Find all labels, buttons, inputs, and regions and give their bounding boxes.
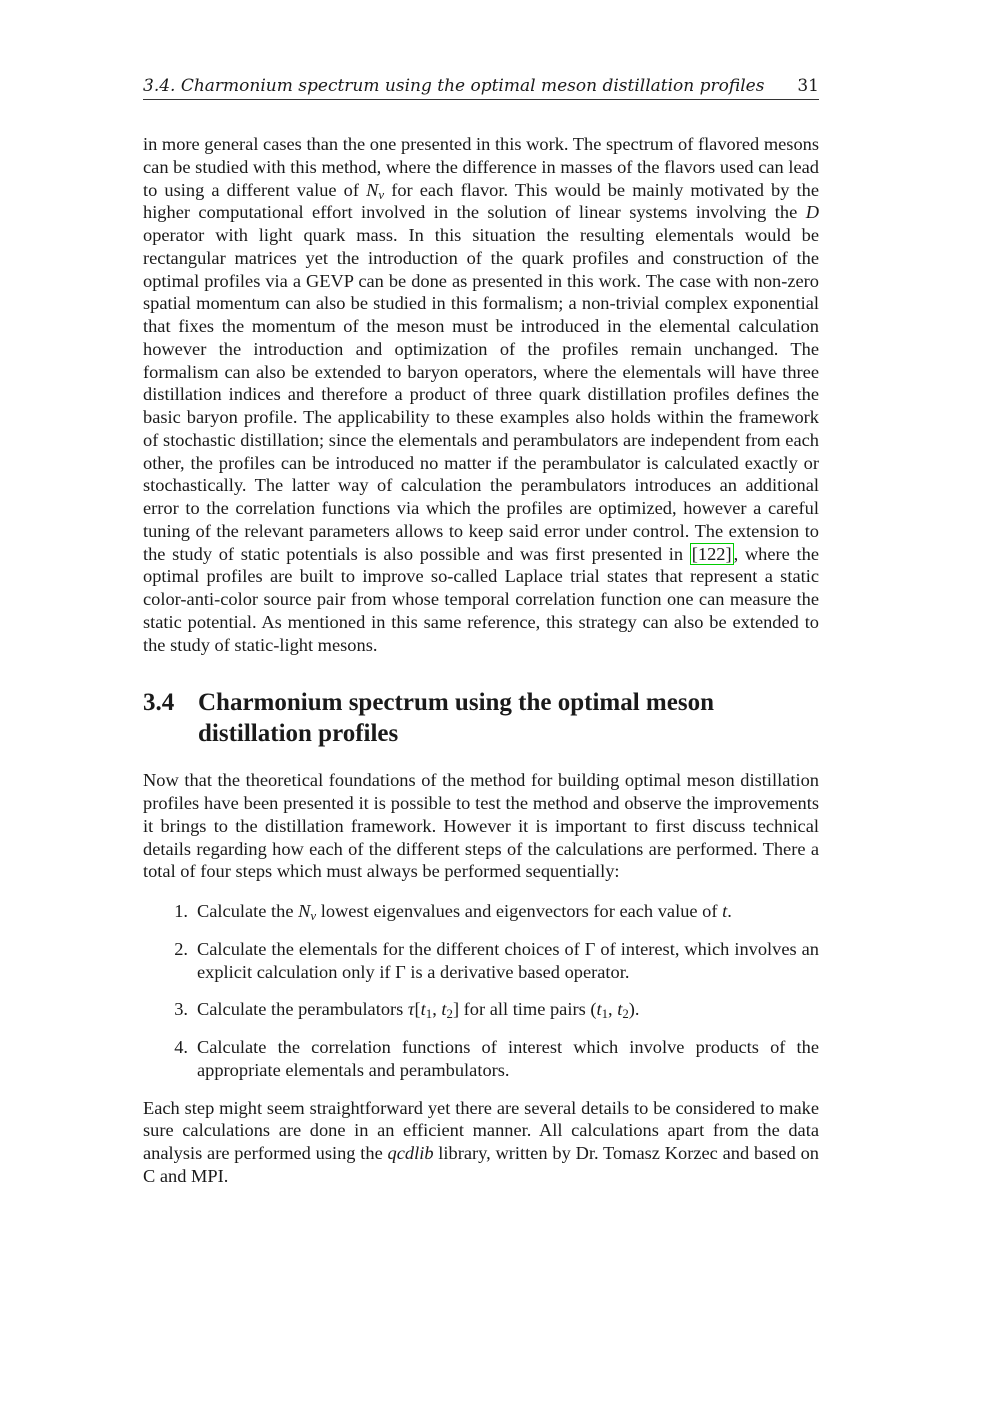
nv-symbol: $N_v$ bbox=[366, 179, 385, 202]
steps-list bbox=[143, 900, 819, 1082]
list-item: 1. Calculate the $N_v$ lowest eigenvalues and eigenvectors for each value of t. bbox=[143, 900, 819, 923]
section-number: 3.4 bbox=[143, 689, 175, 717]
list-marker: 1. bbox=[174, 901, 188, 921]
list-marker: 3. bbox=[174, 999, 188, 1020]
paragraph-2: Now that the theoretical foundations of the method for building optimal meson distillation profiles have been presented it is possible to test the method and observe the improvements it brings to the distillation framework. However it is important to first discuss technical details regarding how each of the different steps of the calculations are performed. There a total of four steps which must always be performed sequentially: bbox=[143, 770, 819, 882]
running-header-title: 3.4. Charmonium spectrum using the optimal meson distillation profiles bbox=[143, 76, 765, 96]
list-item: 3. Calculate the perambulators $\tau[t_1$, $t_2$] for all time pairs ($t_1$, $t_2$). bbox=[143, 998, 819, 1021]
library-name: qcdlib bbox=[387, 1143, 434, 1163]
list-marker: 2. bbox=[174, 938, 188, 959]
list-item: 4. Calculate the correlation functions of interest which involve products of the appropriate elementals and perambulators. bbox=[143, 1036, 819, 1082]
d-operator-symbol: D bbox=[805, 202, 819, 223]
citation-link[interactable]: [122] bbox=[691, 543, 732, 564]
page-number: 31 bbox=[797, 76, 819, 96]
paragraph-3: Each step might seem straightforward yet there are several details to be considered to make sure calculations are done in an efficient manner. All calculations apart from the data analysis are performed using the qcdlib library, written by Dr. Tomasz Korzec and based on C and MPI. bbox=[143, 1097, 819, 1186]
paragraph-1: in more general cases than the one presented in this work. The spectrum of flavored mesons can be studied with this method, where the difference in masses of the flavors used can lead to using a different value of $N_v$ for each flavor. This would be mainly motivated by the higher computational effort involved in the solution of linear systems involving the D operator with light quark mass. In this situation the resulting elementals would be rectangular matrices yet the introduction of the quark profiles and construction of the optimal profiles via a GEVP can be done as presented in this work. The case with non-zero spatial momentum can also be studied in this formalism; a non-trivial complex exponential that fixes the momentum of the meson must be introduced in the elemental calculation however the introduction and optimization of the profiles remain unchanged. The formalism can also be extended to baryon operators, where the elementals will have three distillation indices and therefore a product of three quark distillation profiles defines the basic baryon profile. The applicability to these examples also holds within the framework of stochastic distillation; since the elementals and perambulators are independent from each other, the profiles can be introduced no matter if the perambulator is calculated exactly or stochastically. The latter way of calculation the perambulators introduces an additional error to the correlation functions via which the profiles are optimized, however a careful tuning of the relevant parameters allows to keep said error under control. The extension to the study of static potentials is also possible and was first presented in [122] , where the optimal profiles are built to improve so-called Laplace trial states that represent a static color-anti-color source pair from whose temporal correlation function one can measure the static potential. As mentioned in this same reference, this strategy can also be extended to the study of static-light mesons. bbox=[143, 134, 820, 655]
page bbox=[143, 76, 819, 1188]
list-item: 2. Calculate the elementals for the different choices of Γ of interest, which involves an explicit calculation only if Γ is a derivative based operator. bbox=[143, 938, 819, 984]
list-marker: 4. bbox=[174, 1037, 188, 1057]
section-heading bbox=[143, 687, 819, 749]
running-header bbox=[143, 76, 819, 100]
section-title: Charmonium spectrum using the optimal meson distillation profiles bbox=[198, 689, 714, 748]
